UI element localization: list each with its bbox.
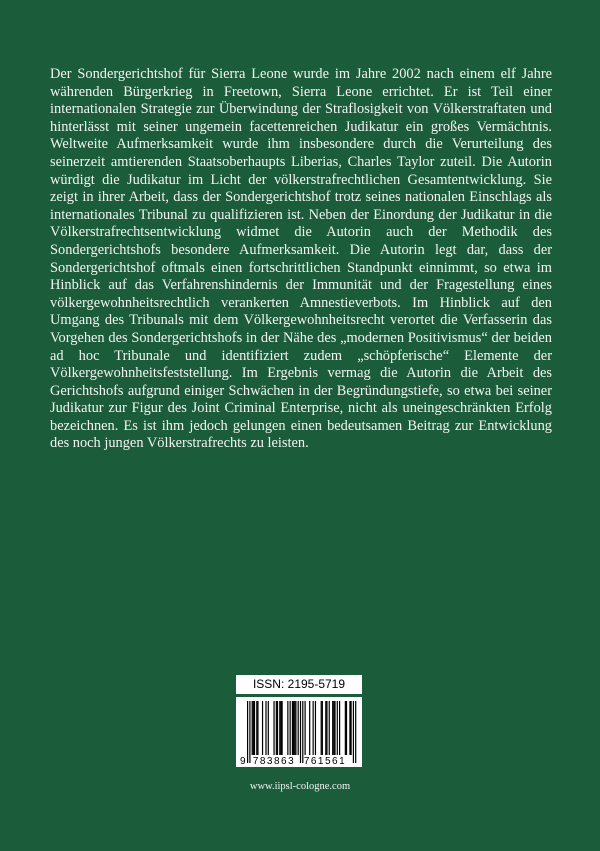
barcode-bar — [321, 701, 322, 755]
barcode-bar — [322, 701, 323, 755]
barcode-bar — [262, 701, 263, 755]
barcode-bar — [337, 701, 338, 755]
barcode-bar — [277, 701, 278, 755]
barcode-bar — [293, 701, 294, 755]
barcode-bar — [339, 701, 340, 755]
barcode-bar — [276, 701, 277, 755]
barcode-digits-left: 783863 — [252, 756, 296, 767]
barcode-bar — [252, 701, 253, 755]
barcode-guard-bar — [300, 701, 301, 763]
barcode-bar — [329, 701, 330, 755]
barcode-digit-first: 9 — [240, 756, 246, 767]
barcode-bar — [298, 701, 299, 755]
barcode-digits-right: 761561 — [303, 756, 347, 767]
barcode-graphic — [236, 697, 362, 767]
barcode-bar — [282, 701, 283, 755]
barcode-guard-bar — [353, 701, 354, 763]
barcode-bar — [351, 701, 352, 755]
barcode-bar — [332, 701, 333, 755]
barcode-bars — [247, 701, 356, 763]
barcode-bar — [349, 701, 350, 755]
barcode-bar — [346, 701, 347, 755]
barcode-guard-bar — [247, 701, 248, 763]
barcode-bar — [273, 701, 274, 755]
barcode-guard-bar — [249, 701, 250, 763]
barcode-bar — [334, 701, 335, 755]
barcode-bar — [345, 701, 346, 755]
barcode-bar — [256, 701, 257, 755]
barcode-guard-bar — [355, 701, 356, 763]
blurb-text: Der Sondergerichtshof für Sierra Leone wurde im Jahre 2002 nach einem elf Jahre währenden Bürgerkrieg in Freetown, Sierra Leone errichtet. Er ist Teil einer internationalen Strategie zur Überwindung der Straflosigkeit von Völkerstraftaten und hinterlässt mit seiner ungemein facettenreichen Judikatur ein großes Vermächtnis. Weltweite Aufmerksamkeit wurde ihm insbesondere durch die Verurteilung des seinerzeit amtierenden Staatsoberhaupts Liberias, Charles Taylor zuteil. Die Autorin würdigt die Judikatur im Licht der völkerstrafrechtlichen Gesamtentwicklung. Sie zeigt in ihrer Arbeit, dass der Sondergerichtshof trotz seines nationalen Einschlags als internationales Tribunal zu qualifizieren ist. Neben der Einordung der Judikatur in die Völkerstrafrechtsentwicklung widmet die Autorin auch der Methodik des Sondergerichtshofs besondere Aufmerksamkeit. Die Autorin legt dar, dass der Sondergerichtshof oftmals einen fortschrittlichen Standpunkt einnimmt, so etwa im Hinblick auf das Verfahrenshindernis der Immunität und der Fragestellung eines völkergewohnheitsrechtlich verankerten Amnestieverbots. Im Hinblick auf den Umgang des Tribunals mit dem Völkergewohnheitsrecht verortet die Verfasserin das Vorgehen des Sondergerichtshofs in der Nähe des „modernen Positivismus“ der beiden ad hoc Tribunale und identifiziert zudem „schöpferische“ Elemente der Völkergewohnheitsfeststellung. Im Ergebnis vermag die Autorin die Arbeit des Gerichtshofs aufgrund einiger Schwächen in der Begründungstiefe, so etwa bei seiner Judikatur zur Figur des Joint Criminal Enterprise, nicht als uneingeschränkten Erfolg bezeichnen. Es ist ihm jedoch gelungen einen bedeutsamen Beitrag zur Entwicklung des noch jungen Völkerstrafrechts zu leisten. — [50, 66, 552, 452]
barcode-bar — [333, 701, 334, 755]
barcode-bar — [325, 701, 326, 755]
barcode-bar — [268, 701, 269, 755]
barcode-bar — [294, 701, 295, 755]
publisher-website: www.iipsl-cologne.com — [249, 781, 351, 792]
barcode-bar — [309, 701, 310, 755]
barcode-bar — [254, 701, 255, 755]
barcode-bar — [279, 701, 280, 755]
barcode-bar — [292, 701, 293, 755]
barcode-bar — [253, 701, 254, 755]
barcode-bar — [326, 701, 327, 755]
barcode-bar — [280, 701, 281, 755]
isbn-barcode — [236, 697, 362, 767]
barcode-bar — [305, 701, 306, 755]
issn-label: ISSN: 2195-5719 — [236, 675, 362, 694]
barcode-guard-bar — [302, 701, 303, 763]
barcode-bar — [287, 701, 288, 755]
barcode-bar — [313, 701, 314, 755]
barcode-bar — [295, 701, 296, 755]
barcode-bar — [315, 701, 316, 755]
barcode-bar — [257, 701, 258, 755]
barcode-bar — [290, 701, 291, 755]
barcode-bar — [265, 701, 266, 755]
